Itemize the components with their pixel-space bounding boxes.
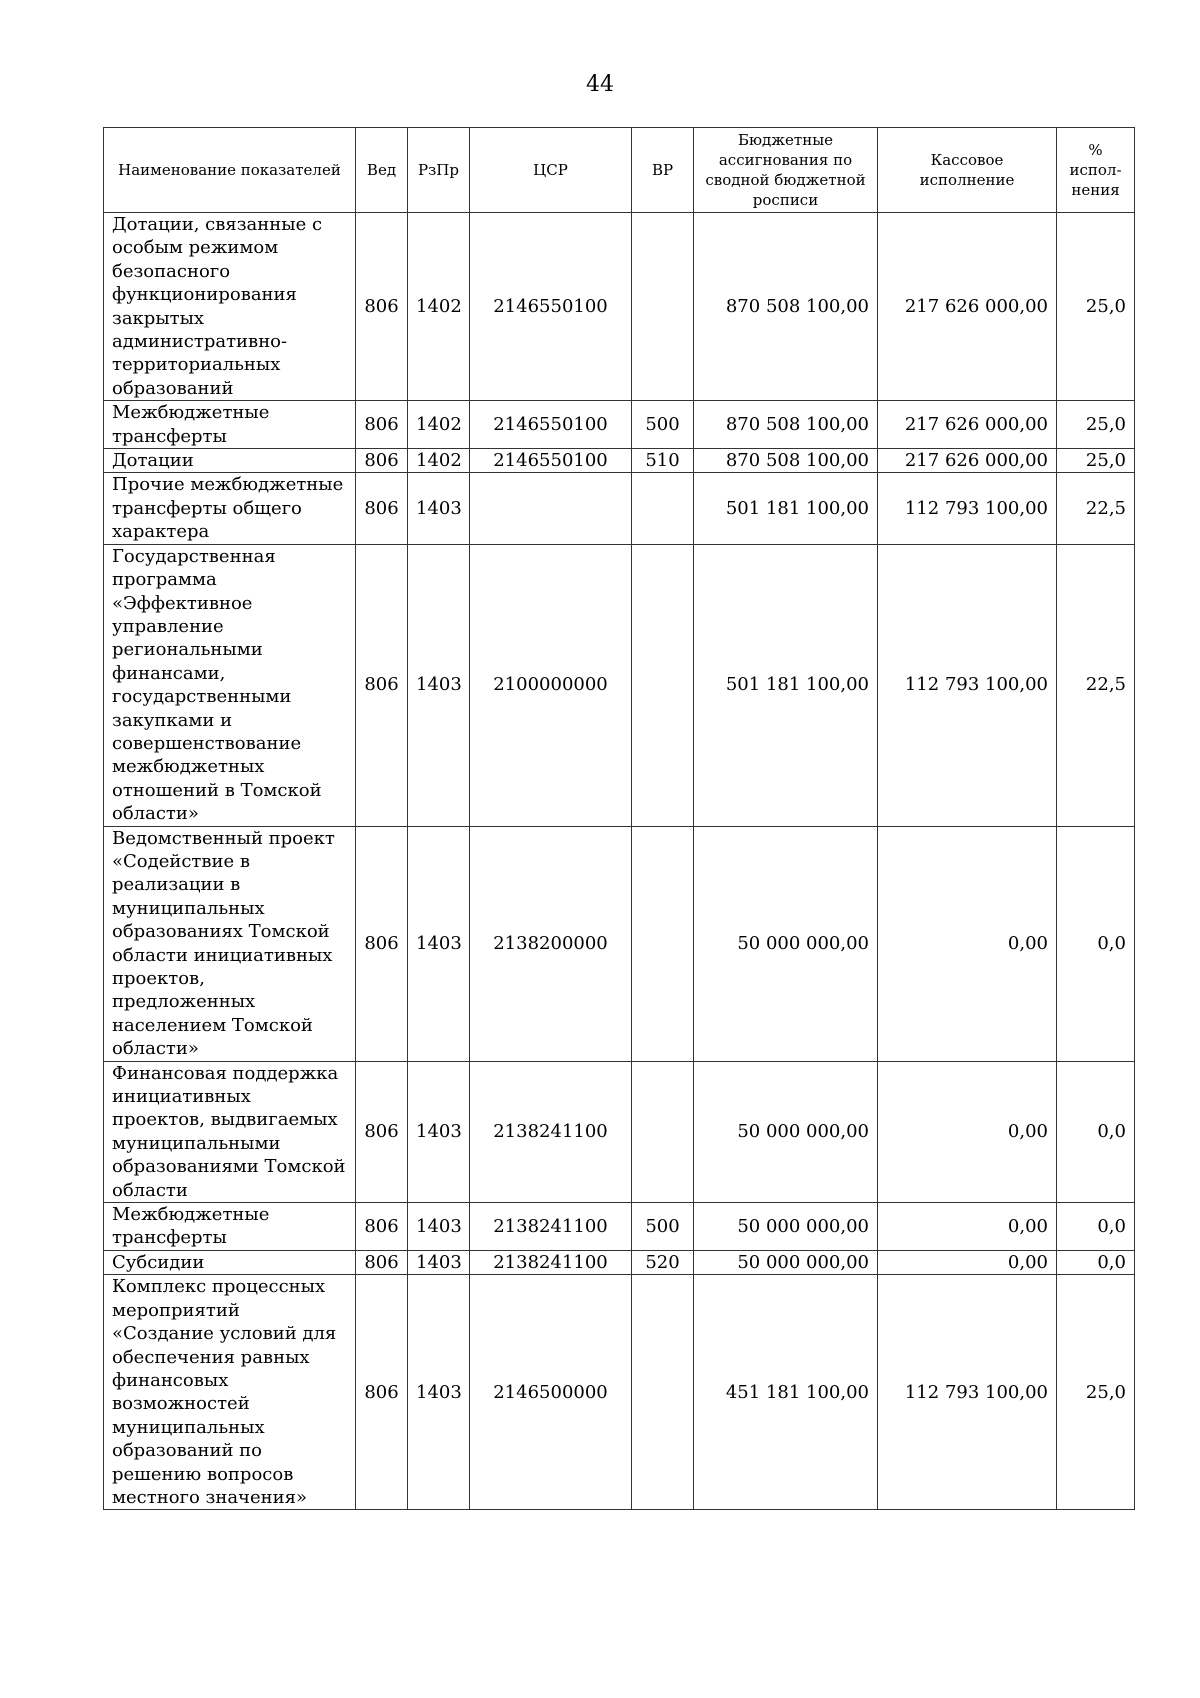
row-budget: 50 000 000,00 <box>694 1061 878 1202</box>
row-csr: 2138241100 <box>470 1061 632 1202</box>
row-percent: 22,5 <box>1057 544 1135 826</box>
row-vr <box>632 1061 694 1202</box>
table-row <box>104 544 1135 826</box>
row-percent: 22,5 <box>1057 473 1135 544</box>
row-ved: 806 <box>356 473 408 544</box>
row-csr: 2138241100 <box>470 1250 632 1274</box>
table-row <box>104 1061 1135 1202</box>
header-rzpr: РзПр <box>408 128 470 213</box>
row-percent: 0,0 <box>1057 826 1135 1061</box>
row-name: Ведомственный проект «Содействие в реализации в муниципальных образованиях Томской области инициативных проектов, предложенных населением Томской области» <box>104 826 356 1061</box>
row-rzpr: 1403 <box>408 1061 470 1202</box>
row-csr: 2138241100 <box>470 1203 632 1251</box>
row-ved: 806 <box>356 401 408 449</box>
row-budget: 501 181 100,00 <box>694 544 878 826</box>
row-cash: 217 626 000,00 <box>878 449 1057 473</box>
row-name: Межбюджетные трансферты <box>104 401 356 449</box>
row-cash: 217 626 000,00 <box>878 213 1057 401</box>
row-percent: 0,0 <box>1057 1203 1135 1251</box>
table-row <box>104 826 1135 1061</box>
row-csr <box>470 473 632 544</box>
row-budget: 50 000 000,00 <box>694 826 878 1061</box>
row-rzpr: 1402 <box>408 449 470 473</box>
row-percent: 25,0 <box>1057 1275 1135 1510</box>
row-name: Дотации, связанные с особым режимом безопасного функционирования закрытых административно-территориальных образований <box>104 213 356 401</box>
table-header-row <box>104 128 1135 213</box>
row-csr: 2146550100 <box>470 401 632 449</box>
row-vr <box>632 473 694 544</box>
row-ved: 806 <box>356 1250 408 1274</box>
row-cash: 112 793 100,00 <box>878 1275 1057 1510</box>
table-row <box>104 213 1135 401</box>
row-rzpr: 1403 <box>408 1250 470 1274</box>
row-budget: 870 508 100,00 <box>694 449 878 473</box>
row-vr: 500 <box>632 401 694 449</box>
table-row <box>104 473 1135 544</box>
row-percent: 25,0 <box>1057 213 1135 401</box>
row-percent: 0,0 <box>1057 1250 1135 1274</box>
row-cash: 0,00 <box>878 1061 1057 1202</box>
row-ved: 806 <box>356 449 408 473</box>
table-row <box>104 449 1135 473</box>
header-cash: Кассовое исполнение <box>878 128 1057 213</box>
page-number: 44 <box>586 72 614 97</box>
row-ved: 806 <box>356 826 408 1061</box>
header-vr: ВР <box>632 128 694 213</box>
header-ved: Вед <box>356 128 408 213</box>
row-cash: 0,00 <box>878 826 1057 1061</box>
row-rzpr: 1403 <box>408 1203 470 1251</box>
row-cash: 0,00 <box>878 1250 1057 1274</box>
row-budget: 870 508 100,00 <box>694 401 878 449</box>
budget-execution-table <box>103 127 1135 1510</box>
row-rzpr: 1403 <box>408 544 470 826</box>
row-vr: 520 <box>632 1250 694 1274</box>
header-name: Наименование показателей <box>104 128 356 213</box>
row-budget: 870 508 100,00 <box>694 213 878 401</box>
row-budget: 451 181 100,00 <box>694 1275 878 1510</box>
row-rzpr: 1402 <box>408 401 470 449</box>
row-percent: 25,0 <box>1057 401 1135 449</box>
row-vr <box>632 213 694 401</box>
row-ved: 806 <box>356 1275 408 1510</box>
row-cash: 112 793 100,00 <box>878 473 1057 544</box>
row-ved: 806 <box>356 1203 408 1251</box>
row-ved: 806 <box>356 1061 408 1202</box>
row-ved: 806 <box>356 213 408 401</box>
header-csr: ЦСР <box>470 128 632 213</box>
row-vr: 510 <box>632 449 694 473</box>
table-row <box>104 401 1135 449</box>
row-vr <box>632 544 694 826</box>
header-percent: % испол-нения <box>1057 128 1135 213</box>
row-rzpr: 1403 <box>408 1275 470 1510</box>
row-rzpr: 1403 <box>408 826 470 1061</box>
row-cash: 217 626 000,00 <box>878 401 1057 449</box>
row-rzpr: 1402 <box>408 213 470 401</box>
row-rzpr: 1403 <box>408 473 470 544</box>
row-budget: 50 000 000,00 <box>694 1250 878 1274</box>
row-percent: 0,0 <box>1057 1061 1135 1202</box>
row-cash: 112 793 100,00 <box>878 544 1057 826</box>
row-vr: 500 <box>632 1203 694 1251</box>
row-name: Межбюджетные трансферты <box>104 1203 356 1251</box>
row-csr: 2146550100 <box>470 449 632 473</box>
row-ved: 806 <box>356 544 408 826</box>
table-row <box>104 1203 1135 1251</box>
row-name: Финансовая поддержка инициативных проектов, выдвигаемых муниципальными образованиями Томской области <box>104 1061 356 1202</box>
row-name: Комплекс процессных мероприятий «Создание условий для обеспечения равных финансовых возможностей муниципальных образований по решению вопросов местного значения» <box>104 1275 356 1510</box>
row-name: Субсидии <box>104 1250 356 1274</box>
row-cash: 0,00 <box>878 1203 1057 1251</box>
table-row <box>104 1275 1135 1510</box>
row-budget: 50 000 000,00 <box>694 1203 878 1251</box>
table-row <box>104 1250 1135 1274</box>
header-budget: Бюджетные ассигнования по сводной бюджетной росписи <box>694 128 878 213</box>
row-vr <box>632 826 694 1061</box>
row-name: Прочие межбюджетные трансферты общего характера <box>104 473 356 544</box>
row-csr: 2138200000 <box>470 826 632 1061</box>
row-budget: 501 181 100,00 <box>694 473 878 544</box>
row-name: Государственная программа «Эффективное управление региональными финансами, государственными закупками и совершенствование межбюджетных отношений в Томской области» <box>104 544 356 826</box>
row-csr: 2146500000 <box>470 1275 632 1510</box>
row-percent: 25,0 <box>1057 449 1135 473</box>
row-vr <box>632 1275 694 1510</box>
row-csr: 2100000000 <box>470 544 632 826</box>
row-csr: 2146550100 <box>470 213 632 401</box>
row-name: Дотации <box>104 449 356 473</box>
